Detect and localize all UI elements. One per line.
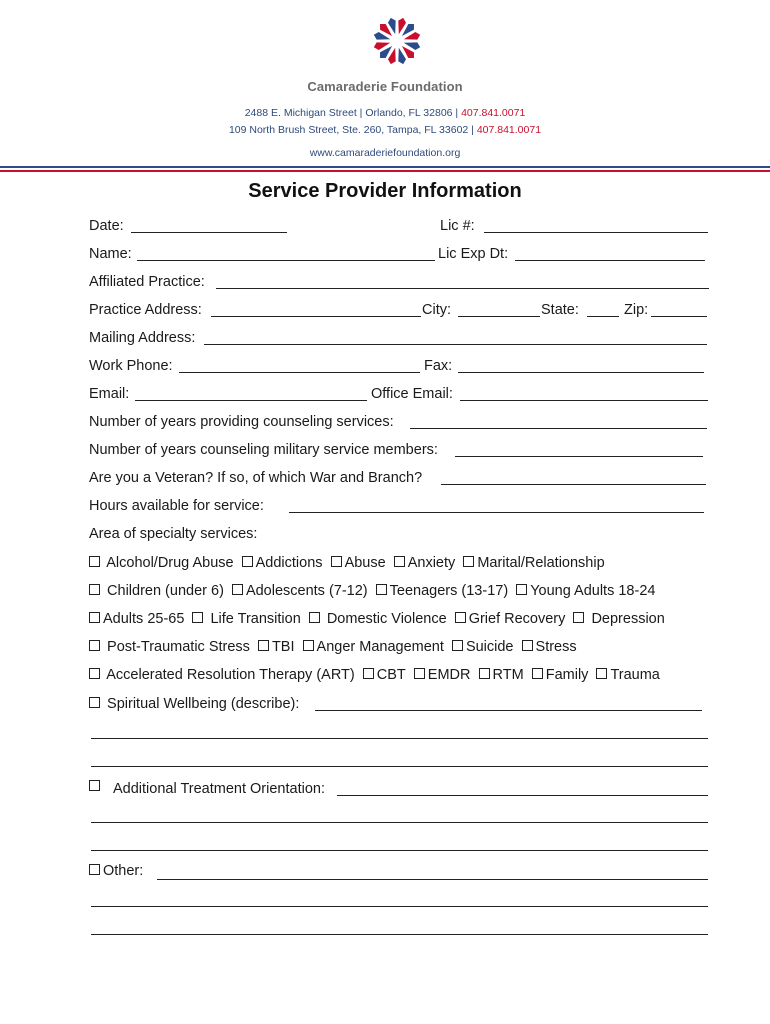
- checkbox-suicide[interactable]: [452, 640, 463, 651]
- specialty-row-3: Adults 25-65 Life Transition Domestic Violence Grief Recovery Depression: [89, 610, 669, 628]
- checkbox-teenagers[interactable]: [376, 584, 387, 595]
- date-label: Date:: [89, 218, 124, 234]
- specialty-row-1: Alcohol/Drug Abuse Addictions Abuse Anxiety Marital/Relationship: [89, 554, 609, 572]
- fax-label: Fax:: [424, 358, 453, 374]
- practice-address-field[interactable]: [211, 316, 421, 317]
- additional-extra-line-1[interactable]: [91, 822, 708, 823]
- veteran-field[interactable]: [441, 484, 706, 485]
- checkbox-young-adults[interactable]: [516, 584, 527, 595]
- checkbox-alcohol[interactable]: [89, 556, 100, 567]
- years-counseling-label: Number of years providing counseling services:: [89, 414, 394, 430]
- checkbox-anxiety[interactable]: [394, 556, 405, 567]
- checkbox-rtm[interactable]: [479, 668, 490, 679]
- checkbox-adults[interactable]: [89, 612, 100, 623]
- other-field[interactable]: [157, 879, 708, 880]
- years-military-label: Number of years counseling military service members:: [89, 442, 438, 458]
- office-email-label: Office Email:: [371, 386, 453, 402]
- office-email-field[interactable]: [460, 400, 708, 401]
- spiritual-extra-line-1[interactable]: [91, 738, 708, 739]
- practice-address-label: Practice Address:: [89, 302, 202, 318]
- checkbox-ptsd[interactable]: [89, 640, 100, 651]
- checkbox-other[interactable]: [89, 864, 100, 875]
- affiliated-field[interactable]: [216, 288, 709, 289]
- checkbox-additional[interactable]: [89, 780, 100, 791]
- affiliated-label: Affiliated Practice:: [89, 274, 205, 290]
- veteran-label: Are you a Veteran? If so, of which War and Branch?: [89, 470, 423, 486]
- phone-2: 407.841.0071: [476, 124, 542, 136]
- lic-field[interactable]: [484, 232, 708, 233]
- city-label: City:: [422, 302, 451, 318]
- page-title: Service Provider Information: [248, 180, 522, 202]
- mailing-field[interactable]: [204, 344, 707, 345]
- checkbox-family[interactable]: [532, 668, 543, 679]
- org-name: Camaraderie Foundation: [307, 79, 463, 94]
- other-extra-line-1[interactable]: [91, 906, 708, 907]
- checkbox-adolescents[interactable]: [232, 584, 243, 595]
- city-field[interactable]: [458, 316, 540, 317]
- phone-1: 407.841.0071: [461, 107, 526, 119]
- address-line-2: 109 North Brush Street, Ste. 260, Tampa, FL 33602 | 407.841.0071: [228, 124, 542, 136]
- lic-exp-field[interactable]: [515, 260, 705, 261]
- header-rule-blue: [0, 166, 770, 168]
- hours-label: Hours available for service:: [89, 498, 264, 514]
- work-phone-label: Work Phone:: [89, 358, 173, 374]
- other-row: Other:: [89, 862, 143, 880]
- fax-field[interactable]: [458, 372, 704, 373]
- lic-label: Lic #:: [440, 218, 475, 234]
- checkbox-abuse[interactable]: [331, 556, 342, 567]
- checkbox-stress[interactable]: [522, 640, 533, 651]
- spiritual-extra-line-2[interactable]: [91, 766, 708, 767]
- specialty-row-4: Post-Traumatic Stress TBI Anger Management Suicide Stress: [89, 638, 581, 656]
- checkbox-marital[interactable]: [463, 556, 474, 567]
- mailing-label: Mailing Address:: [89, 330, 196, 346]
- specialty-row-2: Children (under 6) Adolescents (7-12) Teenagers (13-17) Young Adults 18-24: [89, 582, 659, 600]
- years-counseling-field[interactable]: [410, 428, 707, 429]
- checkbox-grief[interactable]: [455, 612, 466, 623]
- checkbox-life-transition[interactable]: [192, 612, 203, 623]
- years-military-field[interactable]: [455, 456, 703, 457]
- zip-field[interactable]: [651, 316, 707, 317]
- lic-exp-label: Lic Exp Dt:: [438, 246, 509, 262]
- checkbox-children[interactable]: [89, 584, 100, 595]
- spiritual-field[interactable]: [315, 710, 702, 711]
- checkbox-depression[interactable]: [573, 612, 584, 623]
- specialty-row-5: Accelerated Resolution Therapy (ART) CBT EMDR RTM Family Trauma: [89, 666, 664, 684]
- foundation-logo-icon: [372, 16, 422, 66]
- checkbox-anger[interactable]: [303, 640, 314, 651]
- work-phone-field[interactable]: [179, 372, 420, 373]
- checkbox-trauma[interactable]: [596, 668, 607, 679]
- date-field[interactable]: [131, 232, 287, 233]
- header-rule-red: [0, 170, 770, 172]
- additional-extra-line-2[interactable]: [91, 850, 708, 851]
- hours-field[interactable]: [289, 512, 704, 513]
- other-extra-line-2[interactable]: [91, 934, 708, 935]
- checkbox-spiritual[interactable]: [89, 697, 100, 708]
- specialty-label: Area of specialty services:: [89, 526, 258, 542]
- checkbox-addictions[interactable]: [242, 556, 253, 567]
- additional-checkbox-wrap: [89, 778, 103, 796]
- address-line-1: 2488 E. Michigan Street | Orlando, FL 32806 | 407.841.0071: [244, 107, 526, 119]
- checkbox-tbi[interactable]: [258, 640, 269, 651]
- name-label: Name:: [89, 246, 132, 262]
- name-field[interactable]: [137, 260, 435, 261]
- state-label: State:: [541, 302, 579, 318]
- state-field[interactable]: [587, 316, 619, 317]
- email-field[interactable]: [135, 400, 367, 401]
- checkbox-cbt[interactable]: [363, 668, 374, 679]
- spiritual-row: Spiritual Wellbeing (describe):: [89, 695, 299, 713]
- checkbox-emdr[interactable]: [414, 668, 425, 679]
- checkbox-domestic-violence[interactable]: [309, 612, 320, 623]
- zip-label: Zip:: [624, 302, 649, 318]
- additional-label: Additional Treatment Orientation:: [113, 781, 325, 797]
- checkbox-art[interactable]: [89, 668, 100, 679]
- additional-field[interactable]: [337, 795, 708, 796]
- website-link[interactable]: www.camaraderiefoundation.org: [309, 147, 461, 159]
- email-label: Email:: [89, 386, 130, 402]
